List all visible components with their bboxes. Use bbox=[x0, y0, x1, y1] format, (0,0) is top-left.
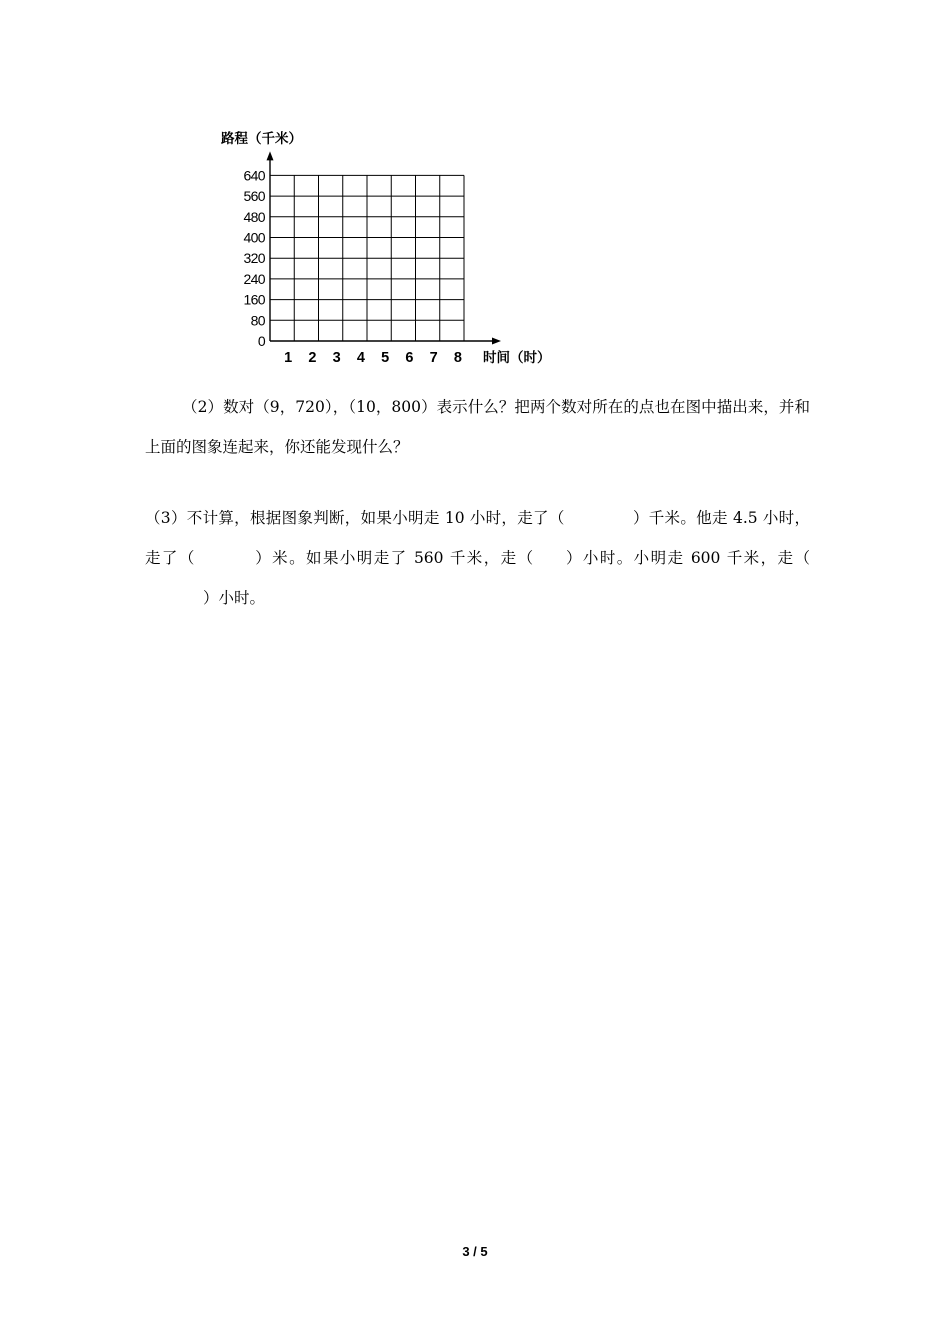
y-tick-label: 480 bbox=[243, 208, 265, 225]
y-tick-label: 400 bbox=[243, 229, 265, 246]
question-3-part-1: （3）不计算，根据图象判断，如果小明走 10 小时，走了（ bbox=[145, 509, 565, 527]
x-tick-label: 1 bbox=[284, 350, 293, 366]
y-tick-label: 640 bbox=[243, 167, 265, 184]
y-tick-label: 240 bbox=[243, 270, 265, 287]
x-axis-arrow bbox=[492, 338, 501, 345]
distance-time-grid-chart bbox=[215, 122, 565, 372]
question-2 bbox=[145, 387, 810, 467]
y-axis-arrow bbox=[267, 151, 274, 160]
x-tick-label: 7 bbox=[429, 350, 438, 366]
x-axis-tick-labels bbox=[284, 350, 462, 366]
y-tick-label: 560 bbox=[243, 188, 265, 205]
page-number: 3 / 5 bbox=[462, 1244, 488, 1259]
y-tick-label: 320 bbox=[243, 250, 265, 267]
chart-axes bbox=[267, 151, 502, 344]
question-3-part-2: ）千米。他走 4.5 小时，走了（ bbox=[145, 509, 810, 567]
question-3-part-4: ）小时。小明走 600 千米，走（ bbox=[564, 549, 810, 567]
y-tick-label: 160 bbox=[243, 291, 265, 308]
y-axis-tick-labels bbox=[243, 167, 265, 349]
chart-grid bbox=[270, 175, 464, 341]
x-axis-label: 时间（时） bbox=[483, 350, 551, 365]
y-axis-label: 路程（千米） bbox=[221, 131, 302, 146]
question-3-part-3: ）米。如果小明走了 560 千米，走（ bbox=[253, 549, 535, 567]
question-2-text: （2）数对（9，720），（10，800）表示什么？把两个数对所在的点也在图中描出来，并和上面的图象连起来，你还能发现什么？ bbox=[145, 398, 810, 456]
x-tick-label: 4 bbox=[356, 350, 365, 366]
x-tick-label: 5 bbox=[381, 350, 390, 366]
x-tick-label: 8 bbox=[453, 350, 462, 366]
x-tick-label: 3 bbox=[332, 350, 341, 366]
question-3 bbox=[145, 498, 810, 618]
question-3-part-5: ）小时。 bbox=[203, 589, 266, 607]
x-tick-label: 6 bbox=[405, 350, 414, 366]
x-tick-label: 2 bbox=[308, 350, 317, 366]
y-tick-label: 0 bbox=[257, 333, 265, 349]
y-tick-label: 80 bbox=[250, 312, 265, 329]
